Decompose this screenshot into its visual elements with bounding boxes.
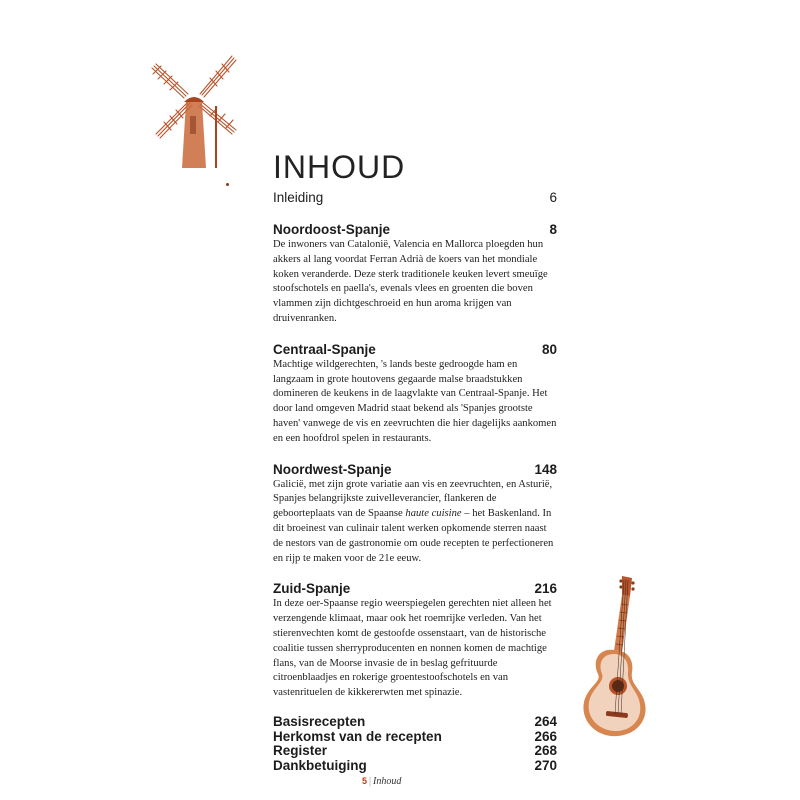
- guitar-icon: [578, 574, 652, 740]
- toc-entry-label: Herkomst van de recepten: [273, 728, 442, 744]
- description-text: – het Baskenland. In dit broeinest van culinair talent werken opkomende sterren naast de nestors van de gastronomie om oude recepten te perfectioneren en rijp te maken voor de 21e eeuw.: [273, 508, 554, 564]
- toc-section-page: 80: [541, 341, 557, 357]
- toc-section-title: Noordoost-Spanje: [273, 222, 390, 237]
- toc-section-heading[interactable]: [273, 341, 557, 358]
- toc-entry-basisrecepten[interactable]: [273, 715, 557, 730]
- toc-backmatter: [273, 715, 557, 773]
- footer-section-name: Inhoud: [373, 776, 402, 787]
- table-of-contents: [273, 150, 557, 773]
- toc-section-description: De inwoners van Catalonië, Valencia en Mallorca ploegden hun akkers al lang voordat Ferran Adrià de koers van het mondiale koken veranderde. Deze sterk traditionele keuken levert smeuïge stoofschotels en paella's, evenals vlees en groenten die boven vlammen zijn dichtgeschroeid en hun aroma krijgen van druivenranken.: [273, 239, 548, 324]
- toc-entry-page: 6: [549, 190, 557, 205]
- toc-section-page: 216: [534, 581, 557, 597]
- toc-section-page: 148: [534, 461, 557, 477]
- toc-section-title: Zuid-Spanje: [273, 581, 351, 597]
- toc-entry-herkomst[interactable]: [273, 730, 557, 745]
- toc-entry-page: 270: [534, 757, 557, 773]
- toc-entry-dankbetuiging[interactable]: [273, 759, 557, 774]
- toc-entry-page: 266: [534, 728, 557, 744]
- footer-separator: |: [369, 776, 372, 787]
- toc-section-centraal-spanje: [273, 341, 557, 447]
- toc-entry-label: Basisrecepten: [273, 713, 366, 729]
- toc-section-description: [273, 478, 557, 567]
- toc-section-noordwest-spanje: [273, 461, 557, 567]
- page-footer: [362, 775, 462, 788]
- toc-entry-label: Dankbetuiging: [273, 757, 367, 773]
- page-title: INHOUD: [273, 149, 406, 185]
- toc-section-zuid-spanje: [273, 580, 557, 701]
- toc-section-heading[interactable]: [273, 221, 557, 238]
- toc-section-description: Machtige wildgerechten, 's lands beste gedroogde ham en langzaam in grote houtovens gegaarde malse braadstukken domineren de keukens in de laagvlakte van Centraal-Spanje. Het door land omgeven Madrid staat bekend als 'Spanjes grootste haven' vanwege de vis en zeevruchten die hier dagelijks aankomen en een hoofdrol spelen in restaurants.: [273, 358, 557, 444]
- toc-section-heading[interactable]: [273, 580, 557, 597]
- toc-section-title: Centraal-Spanje: [273, 341, 376, 357]
- ink-dot: [226, 183, 229, 186]
- toc-entry-page: 264: [534, 713, 557, 729]
- toc-section-noordoost-spanje: [273, 221, 557, 327]
- toc-section-page: 8: [549, 222, 557, 237]
- toc-entry-label: Inleiding: [273, 190, 324, 205]
- toc-section-title: Noordwest-Spanje: [273, 461, 392, 477]
- toc-section-description: In deze oer-Spaanse regio weerspiegelen gerechten niet alleen het verzengende klimaat, maar ook het roemrijke verleden. Van het stierenvechten komt de gestoofde ossenstaart, van de historische coalitie tussen sherryproducenten en nonnen komen de machtige flans, van de Moorse invasie de in beslag gefrituurde citroenblaadjes en rokerige groentestoofschotels en van vastenrituelen de kikkererwten met spinazie.: [273, 598, 552, 699]
- toc-entry-page: 268: [534, 743, 557, 759]
- toc-section-heading[interactable]: [273, 461, 557, 478]
- description-text: Galicië, met zijn grote variatie aan vis en zeevruchten, en Asturië, Spanjes belangrijkste zuivelleverancier, flankeren de geboorteplaats van de Spaanse: [273, 478, 553, 520]
- windmill-icon: [148, 46, 242, 172]
- description-emphasis: haute cuisine: [405, 508, 462, 520]
- toc-entry-register[interactable]: [273, 744, 557, 759]
- toc-entry-inleiding[interactable]: [273, 189, 557, 207]
- toc-entry-label: Register: [273, 743, 328, 759]
- page-number: 5: [362, 776, 368, 786]
